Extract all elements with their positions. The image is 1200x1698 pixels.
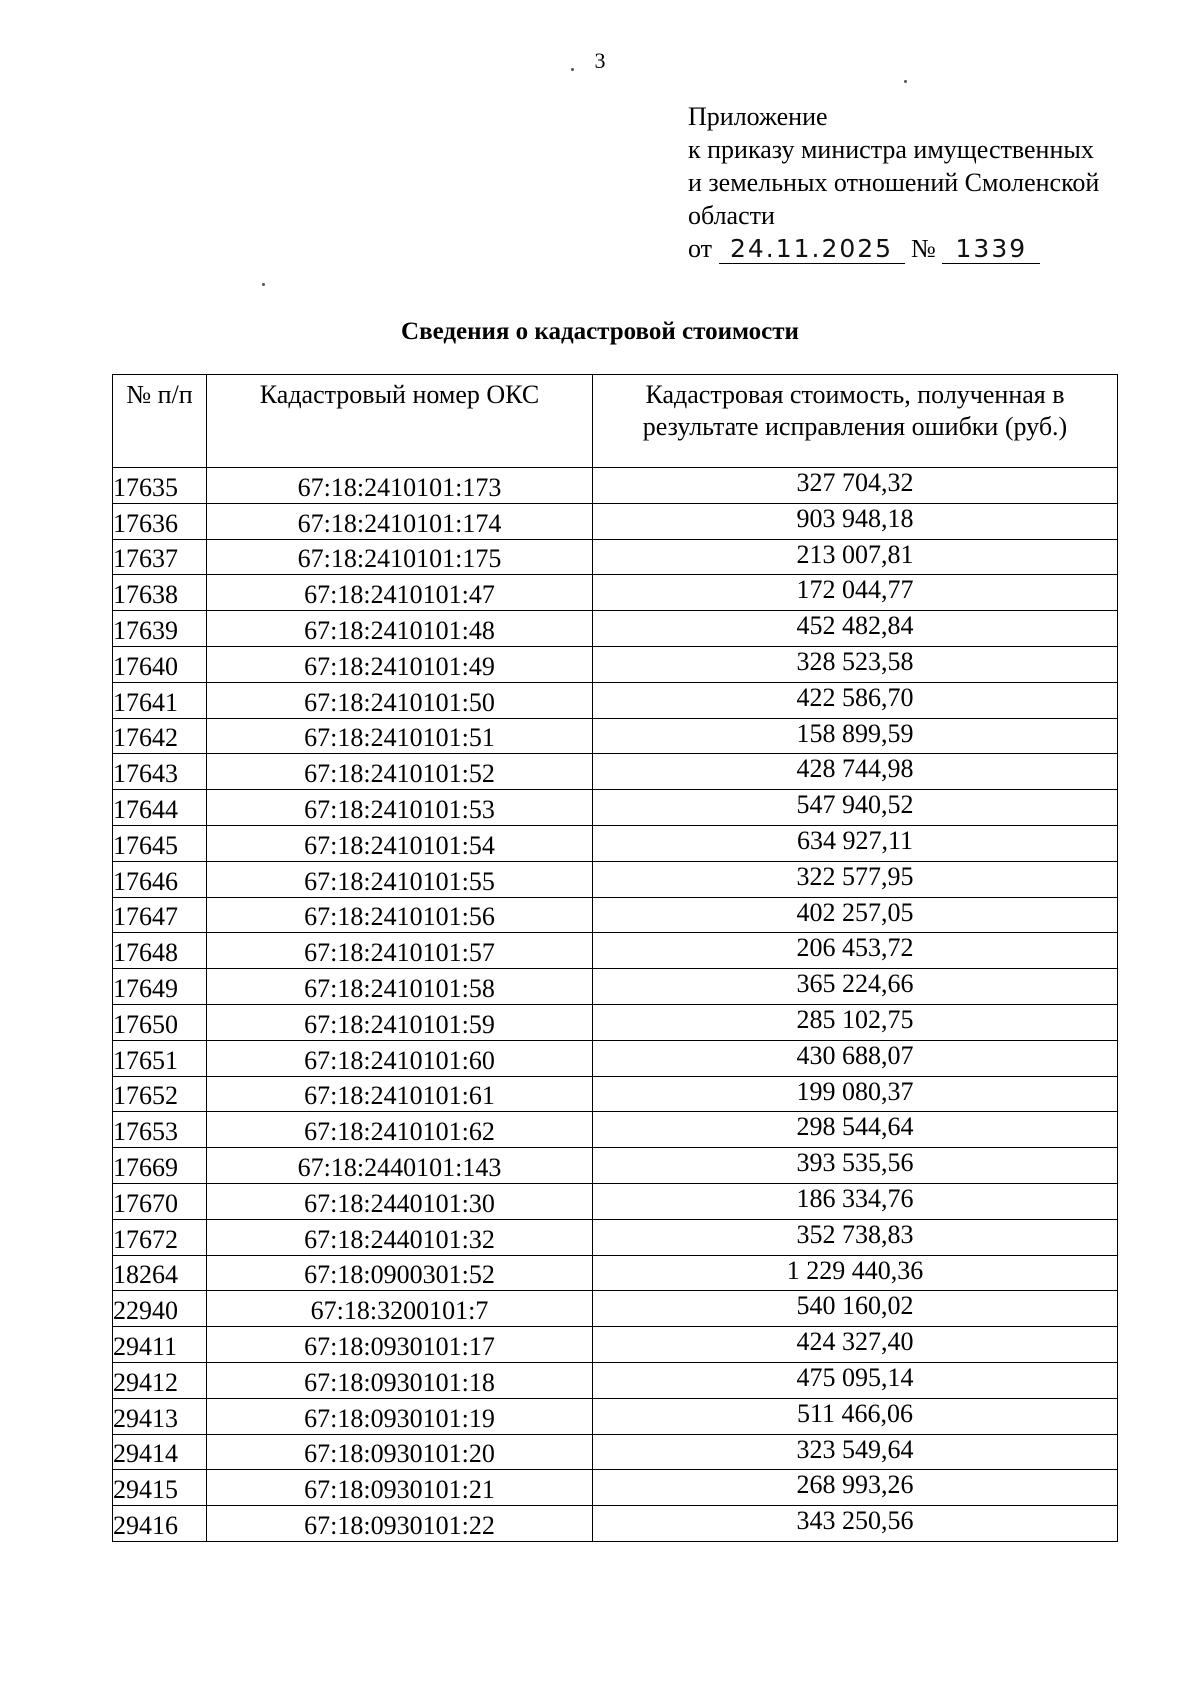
cadastral-number-cell: 67:18:2410101:56 [207,897,593,933]
table-row [113,1040,1118,1076]
table-row [113,575,1118,611]
table-row [113,1327,1118,1363]
scan-speck [262,283,265,286]
table-row [113,1219,1118,1255]
row-number-cell: 17672 [113,1219,207,1255]
row-number-cell: 17639 [113,611,207,647]
appendix-line: Приложение [688,102,828,131]
scan-speck [571,68,574,71]
table-row [113,861,1118,897]
row-number-cell: 17647 [113,897,207,933]
row-number-cell: 17635 [113,468,207,504]
table-row [113,933,1118,969]
table-row [113,790,1118,826]
row-number-cell: 22940 [113,1291,207,1327]
cadastral-number-cell: 67:18:2410101:54 [207,825,593,861]
table-row [113,969,1118,1005]
row-number-cell: 17669 [113,1148,207,1184]
row-number-cell: 17643 [113,754,207,790]
row-number-cell: 17651 [113,1040,207,1076]
row-number-cell: 17652 [113,1076,207,1112]
cadastral-number-cell: 67:18:2410101:47 [207,575,593,611]
table-header-row [113,375,1118,468]
table-row [113,611,1118,647]
cadastral-number-cell: 67:18:0930101:18 [207,1362,593,1398]
row-number-cell: 17644 [113,790,207,826]
row-number-cell: 17638 [113,575,207,611]
document-title: Сведения о кадастровой стоимости [401,318,799,345]
table-row [113,1255,1118,1291]
cadastral-value-cell: 1 229 440,36 [593,1255,1118,1291]
cadastral-value-cell: 428 744,98 [593,754,1118,790]
cadastral-value-cell: 634 927,11 [593,825,1118,861]
cadastral-number-cell: 67:18:2440101:30 [207,1183,593,1219]
cadastral-number-cell: 67:18:2410101:58 [207,969,593,1005]
cadastral-number-cell: 67:18:3200101:7 [207,1291,593,1327]
scan-speck [904,80,907,83]
cadastral-number-cell: 67:18:2410101:174 [207,503,593,539]
row-number-cell: 17649 [113,969,207,1005]
row-number-cell: 29413 [113,1398,207,1434]
cadastral-number-cell: 67:18:2440101:32 [207,1219,593,1255]
cadastral-number-cell: 67:18:2410101:60 [207,1040,593,1076]
cadastral-number-cell: 67:18:2410101:49 [207,646,593,682]
table-row [113,754,1118,790]
cadastral-value-cell: 452 482,84 [593,611,1118,647]
table-row [113,825,1118,861]
cadastral-value-cell: 323 549,64 [593,1434,1118,1470]
cadastral-value-table [112,374,1118,1542]
cadastral-number-cell: 67:18:2410101:55 [207,861,593,897]
cadastral-value-cell: 298 544,64 [593,1112,1118,1148]
cadastral-value-cell: 430 688,07 [593,1040,1118,1076]
row-number-cell: 29415 [113,1470,207,1506]
cadastral-number-cell: 67:18:0930101:19 [207,1398,593,1434]
cadastral-value-cell: 199 080,37 [593,1076,1118,1112]
cadastral-value-cell: 327 704,32 [593,468,1118,504]
cadastral-number-cell: 67:18:2410101:175 [207,539,593,575]
cadastral-number-cell: 67:18:2410101:50 [207,682,593,718]
appendix-block [688,100,1099,265]
cadastral-number-cell: 67:18:2410101:61 [207,1076,593,1112]
cadastral-number-cell: 67:18:2410101:62 [207,1112,593,1148]
cadastral-value-cell: 402 257,05 [593,897,1118,933]
row-number-cell: 29416 [113,1506,207,1542]
cadastral-value-cell: 328 523,58 [593,646,1118,682]
order-date-number-line [688,232,1099,265]
row-number-cell: 17641 [113,682,207,718]
table-row [113,1362,1118,1398]
row-number-cell: 17645 [113,825,207,861]
cadastral-value-cell: 322 577,95 [593,861,1118,897]
table-row [113,503,1118,539]
table-row [113,1291,1118,1327]
cadastral-number-cell: 67:18:2410101:57 [207,933,593,969]
table-row [113,468,1118,504]
cadastral-value-cell: 285 102,75 [593,1004,1118,1040]
appendix-line: и земельных отношений Смоленской [688,168,1100,197]
cadastral-number-cell: 67:18:0900301:52 [207,1255,593,1291]
cadastral-value-cell: 343 250,56 [593,1506,1118,1542]
handwritten-order-number: 1339 [942,235,1040,264]
cadastral-value-cell: 365 224,66 [593,969,1118,1005]
cadastral-value-cell: 903 948,18 [593,503,1118,539]
row-number-cell: 29414 [113,1434,207,1470]
table-row [113,897,1118,933]
table-row [113,1076,1118,1112]
cadastral-value-cell: 547 940,52 [593,790,1118,826]
cadastral-value-cell: 172 044,77 [593,575,1118,611]
row-number-cell: 17650 [113,1004,207,1040]
row-number-cell: 29412 [113,1362,207,1398]
table-row [113,1112,1118,1148]
table-row [113,1506,1118,1542]
table-row [113,539,1118,575]
cadastral-number-cell: 67:18:0930101:22 [207,1506,593,1542]
table-row [113,718,1118,754]
table-row [113,1470,1118,1506]
header-cadastral-number: Кадастровый номер ОКС [207,375,593,468]
cadastral-number-cell: 67:18:0930101:20 [207,1434,593,1470]
cadastral-number-cell: 67:18:2410101:59 [207,1004,593,1040]
handwritten-date: 24.11.2025 [719,235,905,264]
cadastral-value-cell: 393 535,56 [593,1148,1118,1184]
cadastral-number-cell: 67:18:2410101:48 [207,611,593,647]
table-row [113,682,1118,718]
row-number-cell: 17646 [113,861,207,897]
cadastral-number-cell: 67:18:2410101:53 [207,790,593,826]
table-row [113,1004,1118,1040]
table-row [113,1183,1118,1219]
cadastral-value-cell: 511 466,06 [593,1398,1118,1434]
row-number-cell: 17636 [113,503,207,539]
row-number-cell: 17640 [113,646,207,682]
appendix-line: к приказу министра имущественных [688,135,1094,164]
header-value: Кадастровая стоимость, полученная в результате исправления ошибки (руб.) [593,375,1118,468]
cadastral-value-cell: 424 327,40 [593,1327,1118,1363]
date-prefix: от [688,234,713,263]
cadastral-value-cell: 422 586,70 [593,682,1118,718]
row-number-cell: 17642 [113,718,207,754]
header-num: № п/п [113,375,207,468]
table-row [113,1148,1118,1184]
cadastral-number-cell: 67:18:2410101:173 [207,468,593,504]
row-number-cell: 17670 [113,1183,207,1219]
cadastral-number-cell: 67:18:0930101:17 [207,1327,593,1363]
table-row [113,1434,1118,1470]
cadastral-value-cell: 206 453,72 [593,933,1118,969]
table-row [113,1398,1118,1434]
row-number-cell: 17653 [113,1112,207,1148]
cadastral-value-cell: 475 095,14 [593,1362,1118,1398]
cadastral-value-cell: 213 007,81 [593,539,1118,575]
cadastral-number-cell: 67:18:2410101:51 [207,718,593,754]
cadastral-number-cell: 67:18:0930101:21 [207,1470,593,1506]
number-sign: № [911,234,936,263]
cadastral-value-cell: 158 899,59 [593,718,1118,754]
row-number-cell: 29411 [113,1327,207,1363]
table-row [113,646,1118,682]
cadastral-value-cell: 268 993,26 [593,1470,1118,1506]
cadastral-value-cell: 186 334,76 [593,1183,1118,1219]
row-number-cell: 18264 [113,1255,207,1291]
cadastral-value-cell: 540 160,02 [593,1291,1118,1327]
cadastral-value-cell: 352 738,83 [593,1219,1118,1255]
row-number-cell: 17637 [113,539,207,575]
cadastral-number-cell: 67:18:2440101:143 [207,1148,593,1184]
row-number-cell: 17648 [113,933,207,969]
page-number: 3 [594,48,606,73]
cadastral-number-cell: 67:18:2410101:52 [207,754,593,790]
appendix-line: области [688,201,775,230]
